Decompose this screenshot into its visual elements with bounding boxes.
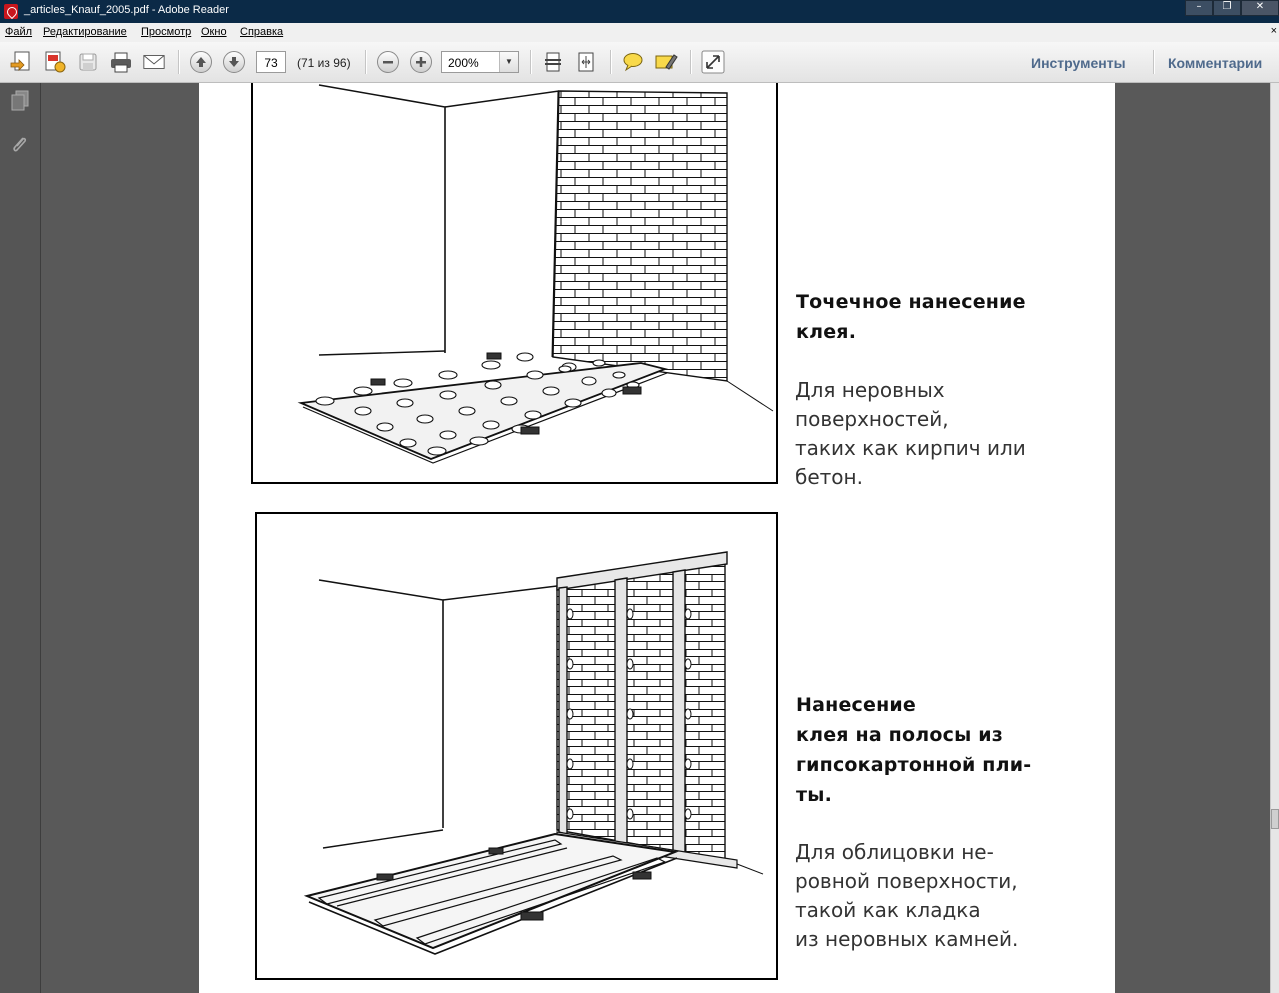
section1-heading-line: клея. [796,321,857,343]
menu-bar [0,23,1279,42]
navigation-panel [0,83,41,993]
section2-body-line: Для облицовки не- [795,840,994,864]
create-pdf-icon[interactable] [9,51,33,73]
toolbar-separator [690,50,692,74]
zoom-in-icon [410,51,432,73]
fit-width-icon[interactable] [574,51,598,73]
toolbar-separator [365,50,367,74]
previous-page-button[interactable] [189,51,213,73]
zoom-out-button[interactable] [376,51,400,73]
toolbar-separator [530,50,532,74]
section2-heading-line: ты. [796,784,833,806]
window-title: _articles_Knauf_2005.pdf - Adobe Reader [24,4,229,16]
page-thumbnails-icon[interactable] [8,89,32,113]
menu-file[interactable]: Файл [5,26,33,38]
illustration-dot-adhesive [251,83,778,484]
chevron-down-icon[interactable]: ▼ [499,52,518,72]
menu-edit[interactable]: Редактирование [43,26,127,38]
pdf-page [199,83,1115,993]
zoom-out-icon [377,51,399,73]
section1-body-line: бетон. [795,465,863,489]
convert-icon[interactable] [43,51,67,73]
zoom-in-button[interactable] [409,51,433,73]
title-bar [0,0,1279,23]
next-page-icon [223,51,245,73]
previous-page-icon [190,51,212,73]
minimize-button[interactable]: – [1185,0,1213,16]
scrollbar-thumb[interactable] [1271,809,1279,829]
toolbar-separator [610,50,612,74]
page-count-label: (71 из 96) [297,56,351,70]
zoom-value: 200% [448,56,479,70]
section1-body [795,376,1026,492]
comment-icon[interactable] [621,51,645,73]
section1-body-line: таких как кирпич или [795,436,1026,460]
page-number-input[interactable]: 73 [256,51,286,73]
section1-body-line: Для неровных [795,378,945,402]
document-viewport[interactable] [41,83,1271,993]
section1-body-line: поверхностей, [795,407,949,431]
section1-heading-line: Точечное нанесение [796,291,1026,313]
attachments-icon[interactable] [8,133,32,157]
email-icon[interactable] [142,51,166,73]
next-page-button[interactable] [222,51,246,73]
section2-body-line: ровной поверхности, [795,869,1018,893]
fit-page-icon[interactable] [541,51,565,73]
section2-heading-line: гипсокартонной пли- [796,754,1032,776]
print-icon[interactable] [109,51,133,73]
section2-body-line: из неровных камней. [795,927,1019,951]
zoom-select[interactable] [441,51,519,73]
save-icon[interactable] [76,51,100,73]
menu-window[interactable]: Окно [201,26,227,38]
fullscreen-icon[interactable] [701,51,725,73]
section2-heading-line: Нанесение [796,694,917,716]
vertical-scrollbar[interactable] [1270,83,1279,993]
highlight-icon[interactable] [654,51,678,73]
adobe-reader-icon [4,4,18,19]
menu-help[interactable]: Справка [240,26,284,38]
close-button[interactable]: ✕ [1241,0,1279,16]
restore-button[interactable]: ❐ [1213,0,1241,16]
comments-pane-button[interactable]: Комментарии [1168,55,1263,71]
section2-body [795,838,1018,954]
section2-heading-line: клея на полосы из [796,724,1004,746]
menu-view[interactable]: Просмотр [141,26,192,38]
illustration-strip-adhesive [255,512,778,980]
section1-heading [796,287,1026,347]
tools-pane-button[interactable]: Инструменты [1031,55,1126,71]
toolbar-separator [1153,50,1155,74]
section2-heading [796,690,1031,810]
close-document-button[interactable]: × [1270,25,1277,37]
section2-body-line: такой как кладка [795,898,981,922]
toolbar-separator [178,50,180,74]
